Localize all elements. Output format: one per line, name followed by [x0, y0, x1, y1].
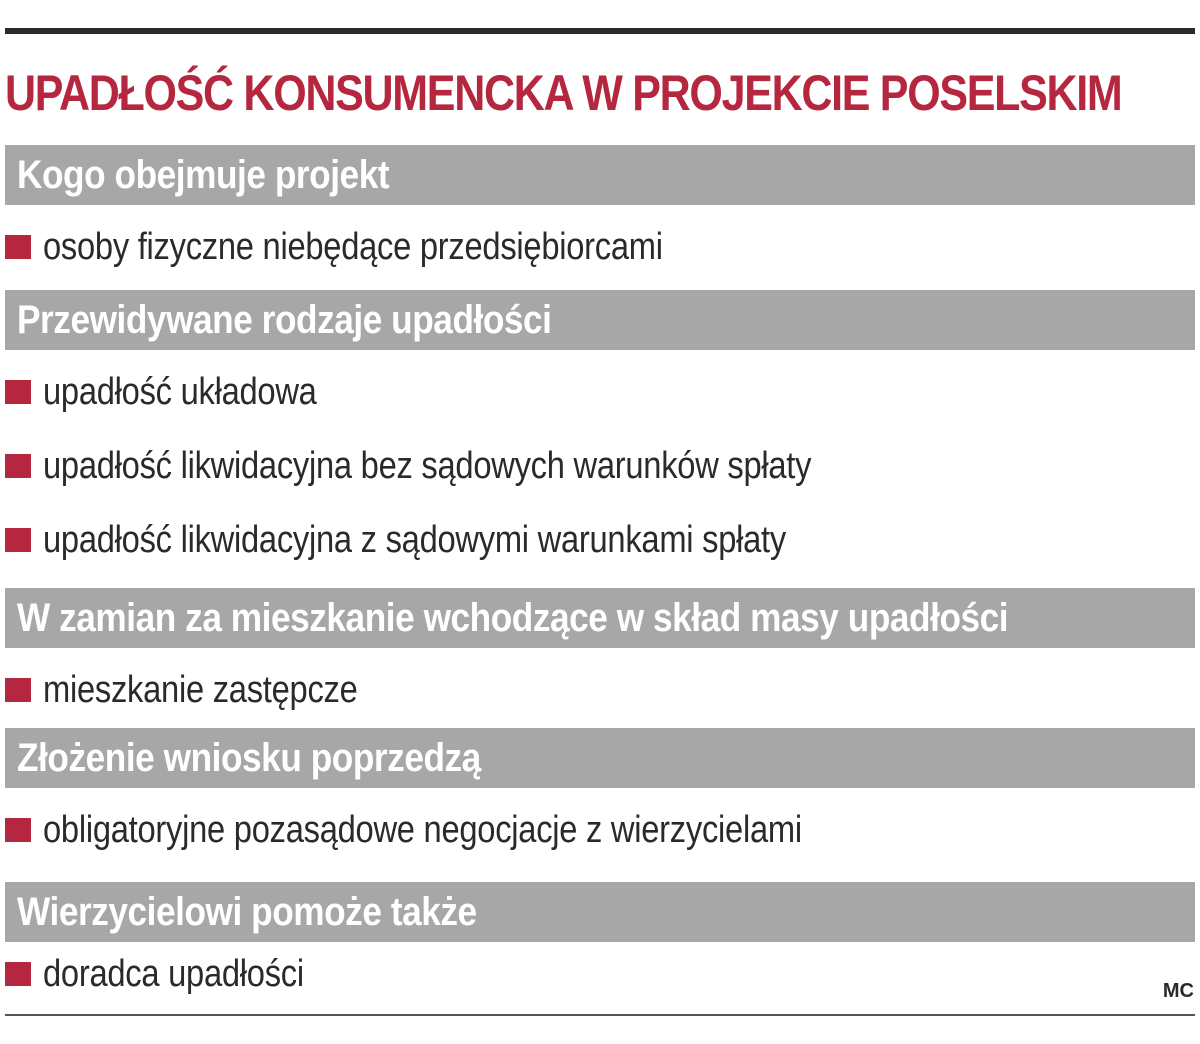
list-item: [5, 436, 1195, 496]
section-header: [5, 588, 1195, 648]
section-header-label: Przewidywane rodzaje upadłości: [17, 298, 552, 342]
section-header: [5, 290, 1195, 350]
list-item-text: doradca upadłości: [43, 953, 304, 995]
list-item-text: upadłość układowa: [43, 371, 317, 413]
list-item-text: upadłość likwidacyjna z sądowymi warunkami spłaty: [43, 519, 786, 561]
square-bullet-icon: [5, 454, 31, 478]
author-credit: MC: [1162, 980, 1194, 1002]
section-header-label: Złożenie wniosku poprzedzą: [17, 736, 481, 780]
section-header-label: Wierzycielowi pomoże także: [17, 890, 477, 934]
list-item-text: osoby fizyczne niebędące przedsiębiorcami: [43, 226, 663, 268]
square-bullet-icon: [5, 678, 31, 702]
section-housing: [5, 588, 1195, 720]
list-item: [5, 800, 1195, 860]
list-item: [5, 510, 1195, 570]
section-header: [5, 145, 1195, 205]
section-header-label: Kogo obejmuje projekt: [17, 153, 390, 197]
square-bullet-icon: [5, 235, 31, 259]
bottom-rule: [5, 1014, 1195, 1016]
section-scope: [5, 145, 1195, 277]
list-item-text: mieszkanie zastępcze: [43, 669, 358, 711]
square-bullet-icon: [5, 528, 31, 552]
list-item: [5, 362, 1195, 422]
section-header: [5, 882, 1195, 942]
square-bullet-icon: [5, 962, 31, 986]
section-header-label: W zamian za mieszkanie wchodzące w skład masy upadłości: [17, 596, 1009, 640]
top-rule: [5, 28, 1195, 34]
section-preconditions: [5, 728, 1195, 860]
list-item: [5, 217, 1195, 277]
section-creditor-help: [5, 882, 1195, 1004]
square-bullet-icon: [5, 818, 31, 842]
list-item-text: upadłość likwidacyjna bez sądowych warunków spłaty: [43, 445, 812, 487]
section-header: [5, 728, 1195, 788]
square-bullet-icon: [5, 380, 31, 404]
page-title: UPADŁOŚĆ KONSUMENCKA W PROJEKCIE POSELSKIM: [5, 65, 1122, 121]
list-item-text: obligatoryjne pozasądowe negocjacje z wierzycielami: [43, 809, 802, 851]
section-bankruptcy-types: [5, 290, 1195, 570]
list-item: [5, 944, 1195, 1004]
list-item: [5, 660, 1195, 720]
